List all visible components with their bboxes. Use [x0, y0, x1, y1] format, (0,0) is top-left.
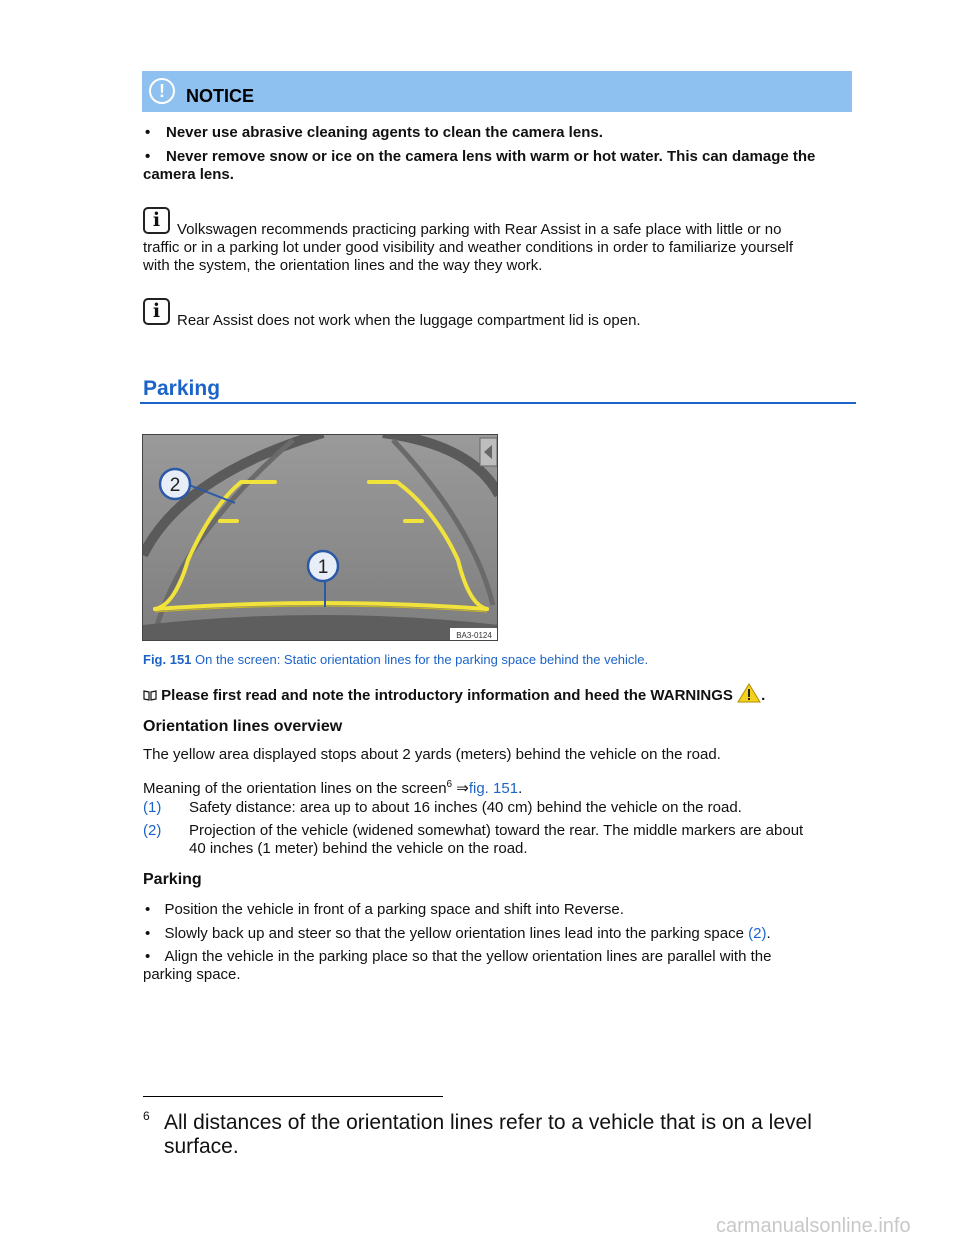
- info-icon: i: [143, 207, 170, 234]
- camera-view-illustration: [143, 435, 498, 641]
- list-text: 40 inches (1 meter) behind the vehicle on the road.: [189, 840, 528, 857]
- footnote-ref: 6: [446, 779, 453, 790]
- bullet-icon: •: [145, 124, 151, 141]
- info-text: Volkswagen recommends practicing parking with Rear Assist in a safe place with little or no: [177, 221, 782, 238]
- list-number: (2): [143, 822, 162, 839]
- parking-step-continued: parking space.: [143, 966, 241, 983]
- bullet-icon: •: [145, 948, 151, 965]
- notice-item-continued: camera lens.: [143, 166, 234, 183]
- list-text: Projection of the vehicle (widened somewhat) toward the rear. The middle markers are about: [189, 822, 804, 839]
- svg-text:1: 1: [317, 557, 329, 578]
- figure-caption-text: On the screen: Static orientation lines for the parking space behind the vehicle.: [195, 652, 649, 667]
- notice-bar: [142, 71, 852, 112]
- figure-caption: [143, 652, 648, 667]
- parking-heading: Parking: [143, 871, 202, 888]
- book-icon: [143, 688, 157, 699]
- list-number: (1): [143, 799, 162, 816]
- section-title: Parking: [143, 377, 221, 400]
- svg-text:2: 2: [169, 475, 181, 496]
- warning-triangle-icon: [737, 683, 761, 703]
- info-icon: i: [143, 298, 170, 325]
- rear-camera-figure: [142, 434, 498, 641]
- parking-step: • Slowly back up and steer so that the yellow orientation lines lead into the parking space (2).: [145, 925, 771, 942]
- overview-paragraph: The yellow area displayed stops about 2 yards (meters) behind the vehicle on the road.: [143, 746, 721, 763]
- parking-step: • Position the vehicle in front of a parking space and shift into Reverse.: [145, 901, 624, 918]
- exclamation-icon: !: [149, 78, 175, 104]
- section-rule: [140, 402, 856, 404]
- info-text: with the system, the orientation lines and the way they work.: [143, 257, 543, 274]
- fig-link[interactable]: fig. 151: [468, 780, 519, 797]
- intro-line: Please first read and note the introductory information and heed the WARNINGS .: [143, 683, 765, 704]
- arrow-icon: ⇒: [456, 780, 469, 797]
- notice-label: NOTICE: [186, 86, 255, 106]
- overview-heading: Orientation lines overview: [143, 718, 343, 735]
- svg-text:BA3-0124: BA3-0124: [456, 631, 492, 640]
- footnote-number: 6: [143, 1109, 150, 1123]
- meaning-line: Meaning of the orientation lines on the screen$^6$ ⇒fig. 151.: [143, 779, 523, 797]
- figure-number: Fig. 151: [143, 652, 192, 667]
- footnote-text: All distances of the orientation lines refer to a vehicle that is on a level: [164, 1111, 812, 1134]
- info-text: Rear Assist does not work when the luggage compartment lid is open.: [177, 312, 641, 329]
- list-text: Safety distance: area up to about 16 inches (40 cm) behind the vehicle on the road.: [189, 799, 742, 816]
- info-text: traffic or in a parking lot under good visibility and weather conditions in order to familiarize yourself: [143, 239, 794, 256]
- footnote-rule: [143, 1096, 443, 1097]
- bullet-icon: •: [145, 901, 151, 918]
- bullet-icon: •: [145, 148, 151, 165]
- watermark: carmanualsonline.info: [716, 1215, 911, 1237]
- bullet-icon: •: [145, 925, 151, 942]
- parking-step: • Align the vehicle in the parking place so that the yellow orientation lines are parallel with the: [145, 948, 772, 965]
- footnote-text: surface.: [164, 1135, 239, 1158]
- ref-link[interactable]: (2): [748, 925, 767, 942]
